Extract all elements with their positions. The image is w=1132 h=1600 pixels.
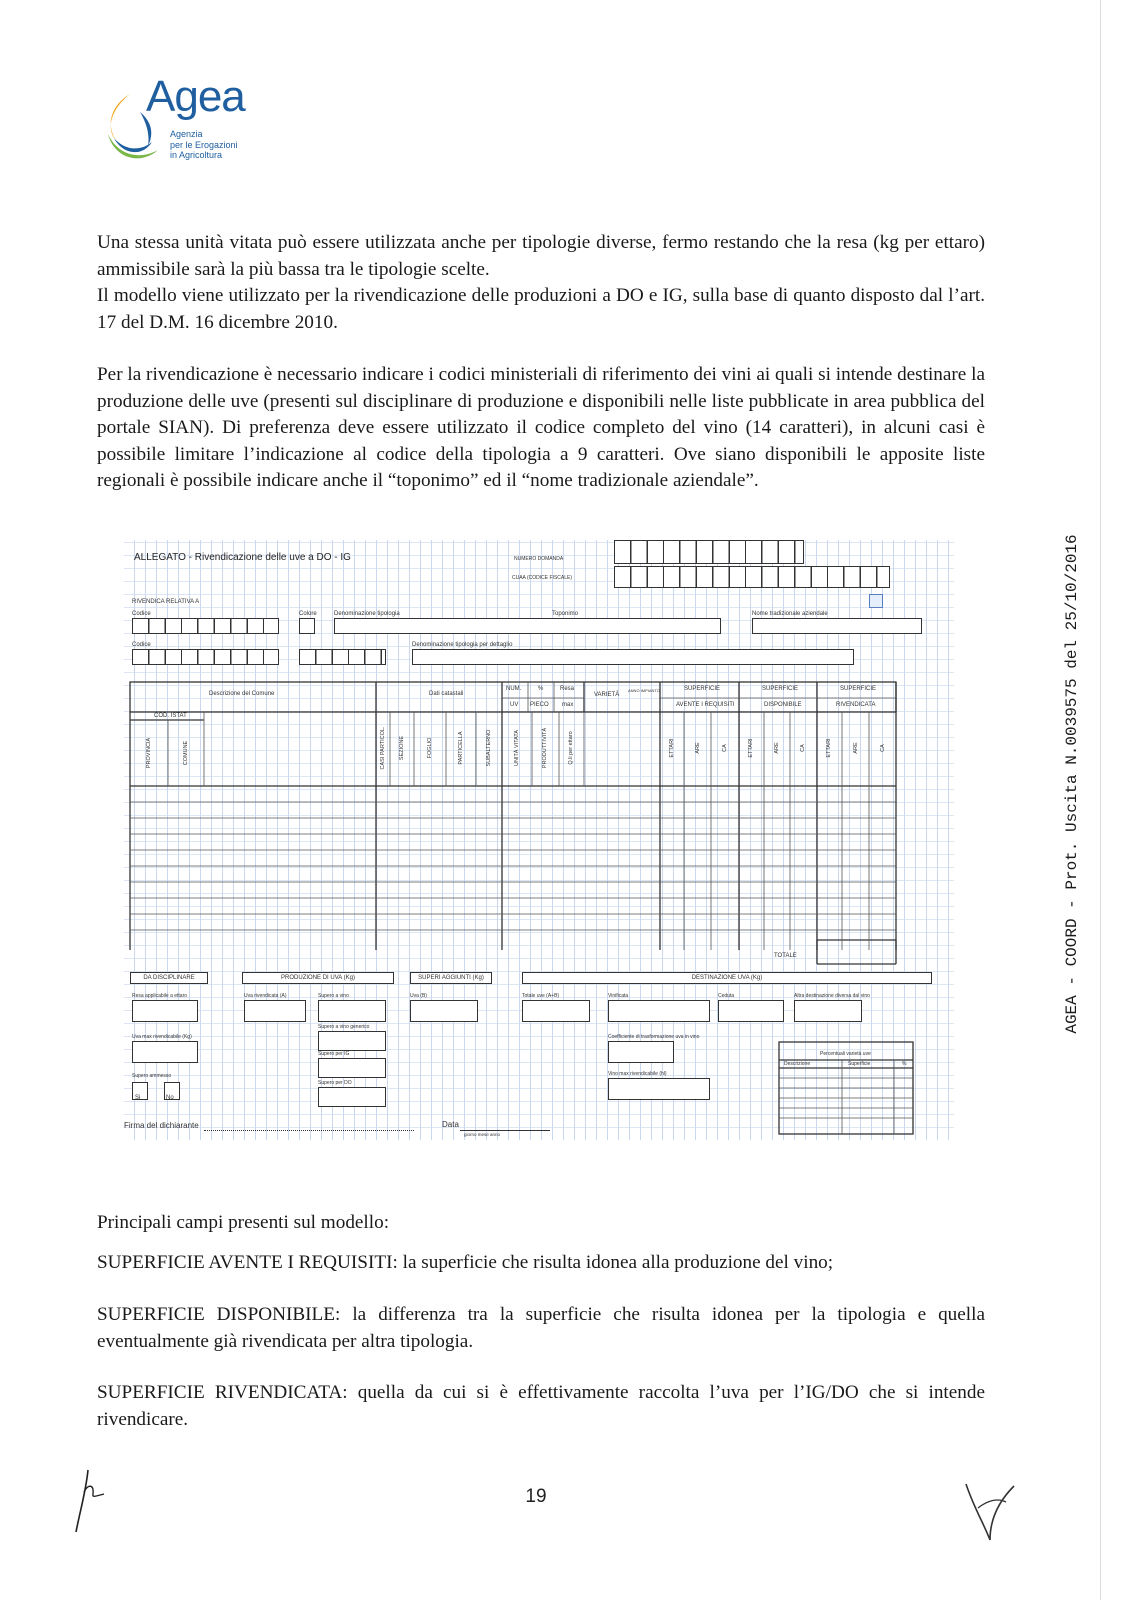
percent-header: %: [902, 1061, 907, 1067]
comune-col-label: COMUNE: [183, 740, 189, 766]
uva-rivendicata-label: Uva rivendicata (A): [244, 993, 287, 999]
varieta-header: VARIETÀ: [594, 692, 620, 698]
supero-ig-box: [318, 1058, 386, 1078]
produttivita-col-label: PRODUTTIVITÀ: [542, 727, 548, 769]
perc-header: %: [538, 686, 544, 692]
denominazione-dettaglio-label: Denominazione tipologia per dettaglio: [412, 642, 513, 648]
resa-applicabile-box: [132, 1000, 198, 1022]
toponimo-label: Toponimo: [552, 611, 579, 617]
superficie-header: Superficie: [848, 1061, 871, 1067]
numero-domanda-label: NUMERO DOMANDA: [514, 556, 564, 562]
paragraph: Per la rivendicazione è necessario indicare i codici ministeriali di riferimento dei vini ai quali si intende destinare la produzione delle uve (presenti sul disciplinare di produzione e disponibili nelle liste pubblicate in area pubblica del portale SIAN). Di preferenza deve essere utilizzato il codice completo del vino (14 caratteri), in alcuni casi è possibile limitare l’indicazione al codice della tipologia a 9 caratteri. Ove siano disponibili le apposite liste regionali è possibile indicare anche il “toponimo” ed il “nome tradizionale aziendale”.: [97, 364, 985, 491]
coefficiente-box: [608, 1041, 674, 1063]
uva-b-box: [410, 1000, 478, 1022]
logo-tagline-line: per le Erogazioni: [170, 139, 238, 150]
definition-item: SUPERFICIE RIVENDICATA: quella da cui si è effettivamente raccolta l’uva per l’IG/DO che si intende rivendicare.: [97, 1382, 985, 1430]
ceduta-box: [718, 1000, 784, 1022]
colore-label: Colore: [299, 611, 317, 617]
rivendica-label: RIVENDICA RELATIVA A: [132, 599, 200, 605]
vino-max-box: [608, 1078, 710, 1100]
percentuali-header: Percentuali varietà uve: [820, 1051, 871, 1057]
uva-rivendicata-box: [244, 1000, 306, 1022]
definition-term: SUPERFICIE DISPONIBILE: [97, 1304, 336, 1325]
destinazione-uva-bar: DESTINAZIONE UVA (Kg): [522, 972, 932, 984]
logo-tagline: [170, 129, 238, 161]
dati-catastali-header: Dati catastali: [429, 691, 464, 697]
totale-label: TOTALE: [774, 953, 797, 959]
superi-aggiunti-bar: SUPERI AGGIUNTI (Kg): [410, 972, 492, 984]
da-disciplinare-bar: DA DISCIPLINARE: [130, 972, 208, 984]
protocol-stamp-text: AGEA - COORD - Prot. Uscita N.0039575 del 25/10/2016: [1063, 534, 1081, 1034]
paragraph: Il modello viene utilizzato per la rivendicazione delle produzioni a DO e IG, sulla base di quanto disposto dal l’art. 17 del D.M. 16 dicembre 2010.: [97, 285, 985, 333]
sezione-col-label: SEZIONE: [399, 735, 405, 761]
logo-tagline-line: Agenzia: [170, 129, 203, 139]
nome-tradizionale-label: Nome tradizionale aziendale: [752, 611, 828, 617]
definition-text: la differenza tra la superficie che risulta idonea per la tipologia e quella eventualmente già rivendicata per altra tipologia.: [97, 1304, 985, 1352]
data-label: Data: [442, 1120, 459, 1129]
sup-avente-header: SUPERFICIE: [684, 686, 721, 692]
are-col-label: ARE: [853, 742, 859, 754]
max-header: max: [562, 702, 574, 708]
cuaa-label: CUAA (CODICE FISCALE): [512, 575, 573, 581]
produzione-uva-bar: PRODUZIONE DI UVA (Kg): [242, 972, 394, 984]
firma-line: [204, 1130, 414, 1131]
denominazione-tipologia-label: Denominazione tipologia: [334, 611, 400, 617]
definition-term: SUPERFICIE RIVENDICATA: [97, 1382, 343, 1403]
uva-max-box: [132, 1041, 198, 1063]
totale-uve-label: Totale uve (A+B): [522, 993, 560, 999]
descrizione-header: Descrizione: [784, 1061, 811, 1067]
supero-vino-box: [318, 1000, 386, 1022]
supero-ig-label: Supero per IG: [318, 1051, 350, 1057]
agea-logo: [100, 72, 270, 172]
cod-istat-header: COD. ISTAT: [154, 713, 187, 719]
descrizione-comune-header: Descrizione del Comune: [209, 691, 275, 697]
totale-uve-box: [522, 1000, 590, 1022]
anno-impianto-header: ANNO IMPIANTO: [628, 688, 660, 693]
sup-riv-header: SUPERFICIE: [840, 686, 877, 692]
supero-vino-generico-box: [318, 1031, 386, 1051]
initials-signature-icon: [66, 1466, 116, 1536]
definition-text: la superficie che risulta idonea alla produzione del vino;: [402, 1252, 834, 1273]
altra-destinazione-label: Altra destinazione diversa dal vino: [794, 993, 870, 999]
resa-applicabile-label: Resa applicabile a ettaro: [132, 993, 188, 999]
form-title: ALLEGATO - Rivendicazione delle uve a DO - IG: [134, 552, 351, 563]
foglio-col-label: FOGLIO: [427, 737, 433, 759]
definition-text: quella da cui si è effettivamente raccolta l’uva per l’IG/DO che si intende rivendicare.: [97, 1382, 985, 1430]
particella-col-label: PARTICELLA: [458, 731, 464, 765]
ettari-col-label: ETTARI: [669, 738, 675, 758]
firma-label: Firma del dichiarante: [124, 1121, 199, 1130]
ettari-col-label: ETTARI: [748, 738, 754, 758]
ca-col-label: CA: [722, 744, 728, 752]
ceduta-label: Ceduta: [718, 993, 735, 999]
sup-riv-sub-header: RIVENDICATA: [836, 702, 876, 708]
page-edge-line: [1100, 0, 1101, 1600]
supero-vino-generico-label: Supero a vino generico: [318, 1024, 370, 1030]
supero-do-box: [318, 1087, 386, 1107]
definition-item: SUPERFICIE DISPONIBILE: la differenza tra la superficie che risulta idonea per la tipologia e quella eventualmente già rivendicata per altra tipologia.: [97, 1304, 985, 1352]
vinificata-box: [608, 1000, 710, 1022]
codice-label: Codice: [132, 611, 151, 617]
provincia-col-label: PROVINCIA: [146, 737, 152, 769]
logo-brand: Agea: [146, 72, 245, 121]
definition-term: SUPERFICIE AVENTE I REQUISITI: [97, 1252, 393, 1273]
coefficiente-label: Coefficiente di trasformazione uva in vino: [608, 1034, 700, 1040]
are-col-label: ARE: [774, 742, 780, 754]
vinificata-label: Vinificata: [608, 993, 629, 999]
resa-header: Resa: [560, 686, 575, 692]
q-per-ettaro-col-label: Q.li per ettaro: [568, 731, 574, 765]
altra-destinazione-box: [794, 1000, 862, 1022]
page-number: 19: [525, 1486, 547, 1507]
signature-mark-icon: [960, 1478, 1020, 1548]
subalterno-col-label: SUBALTERNO: [486, 729, 492, 767]
sup-disp-sub-header: DISPONIBILE: [764, 702, 802, 708]
supero-ammesso-label: Supero ammesso: [132, 1073, 172, 1079]
ca-col-label: CA: [880, 744, 886, 752]
form-allegato: [124, 540, 954, 1140]
supero-do-label: Supero per DO: [318, 1080, 352, 1086]
uva-max-label: Uva max rivendicabile (Kg): [132, 1034, 192, 1040]
ca-col-label: CA: [800, 744, 806, 752]
sup-disp-header: SUPERFICIE: [762, 686, 799, 692]
casi-particolari-col-label: CASI PARTICOL.: [380, 726, 386, 770]
codice-2-label: Codice: [132, 642, 151, 648]
supero-si-label: Si: [135, 1095, 141, 1101]
supero-vino-label: Supero a vino: [318, 993, 349, 999]
data-sublabel: giorno mese anno: [464, 1132, 501, 1137]
are-col-label: ARE: [695, 742, 701, 754]
paragraph: Una stessa unità vitata può essere utilizzata anche per tipologie diverse, fermo restando che la resa (kg per ettaro) ammissibile sarà la più bassa tra le tipologie scelte.: [97, 232, 985, 280]
unita-vitata-col-label: UNITÀ VITATA: [514, 729, 520, 767]
uva-b-label: Uva (B): [410, 993, 427, 999]
supero-no-label: No: [166, 1095, 174, 1101]
data-line: [460, 1130, 550, 1131]
definition-item: SUPERFICIE AVENTE I REQUISITI: la superficie che risulta idonea alla produzione del vino;: [97, 1252, 834, 1273]
fields-intro: Principali campi presenti sul modello:: [97, 1212, 390, 1233]
sup-avente-sub-header: AVENTE I REQUISITI: [676, 702, 735, 708]
uv-header: UV: [510, 702, 519, 708]
logo-tagline-line: in Agricoltura: [170, 150, 223, 160]
ettari-col-label: ETTARI: [826, 738, 832, 758]
vino-max-label: Vino max rivendicabile (hl): [608, 1071, 667, 1077]
pieco-header: PIECO: [530, 702, 549, 708]
num-header: NUM.: [506, 686, 522, 692]
